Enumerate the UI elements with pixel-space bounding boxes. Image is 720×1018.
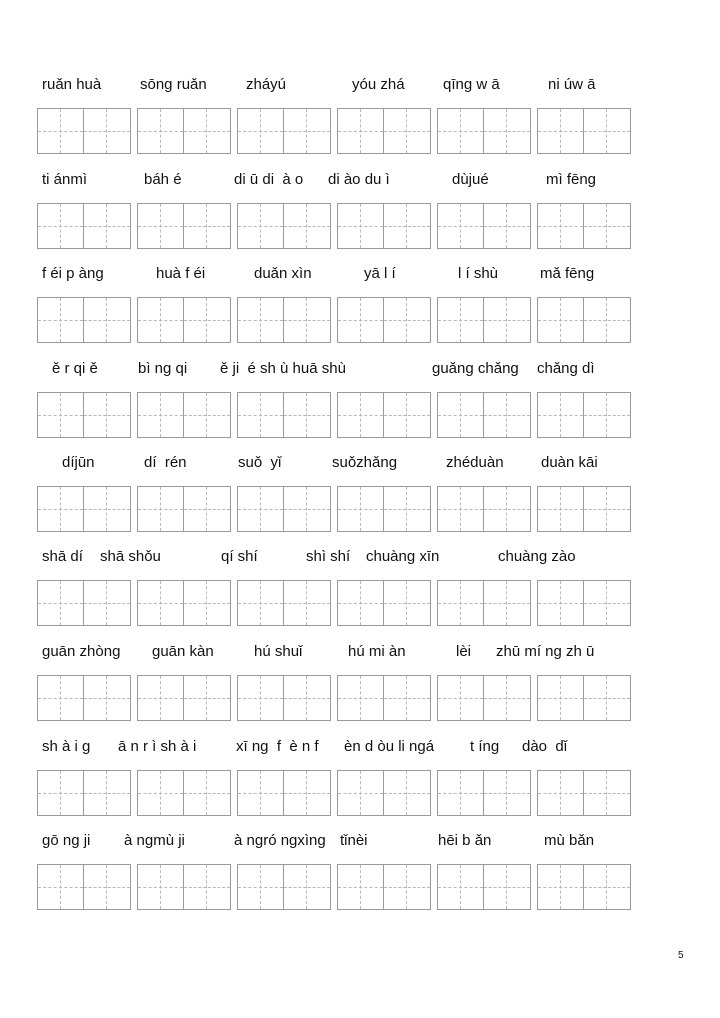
- writing-grid-pair[interactable]: [237, 297, 331, 343]
- writing-grid-pair[interactable]: [137, 864, 231, 910]
- pinyin-label: yā l í: [364, 265, 396, 282]
- pinyin-label: sh à i g: [42, 738, 91, 755]
- pinyin-label: guān kàn: [152, 643, 214, 660]
- writing-grid-pair[interactable]: [37, 203, 131, 249]
- pinyin-label: duǎn xìn: [254, 265, 312, 282]
- character-cell[interactable]: [184, 865, 230, 909]
- character-cell[interactable]: [138, 581, 184, 625]
- character-cell[interactable]: [584, 771, 630, 815]
- pinyin-label: ruǎn huà: [42, 76, 102, 93]
- character-cell[interactable]: [384, 298, 430, 342]
- character-cell[interactable]: [238, 109, 284, 153]
- character-cell[interactable]: [538, 865, 584, 909]
- pinyin-label: bì ng qi: [138, 360, 188, 377]
- writing-grid-pair[interactable]: [237, 486, 331, 532]
- character-cell[interactable]: [384, 109, 430, 153]
- character-cell[interactable]: [338, 487, 384, 531]
- writing-grid-pair[interactable]: [137, 580, 231, 626]
- character-cell[interactable]: [438, 109, 484, 153]
- character-cell[interactable]: [484, 676, 530, 720]
- character-cell[interactable]: [184, 676, 230, 720]
- writing-box-row: [37, 486, 635, 532]
- character-cell[interactable]: [184, 771, 230, 815]
- character-cell[interactable]: [484, 581, 530, 625]
- pinyin-label: ě ji é sh ù huā shù: [220, 360, 346, 377]
- writing-box-row: [37, 203, 635, 249]
- character-cell[interactable]: [538, 298, 584, 342]
- writing-grid-pair[interactable]: [237, 203, 331, 249]
- writing-grid-pair[interactable]: [137, 675, 231, 721]
- character-cell[interactable]: [538, 109, 584, 153]
- pinyin-label: mì fēng: [546, 171, 597, 188]
- character-cell[interactable]: [238, 771, 284, 815]
- character-cell[interactable]: [184, 204, 230, 248]
- character-cell[interactable]: [538, 204, 584, 248]
- pinyin-label: f éi p àng: [42, 265, 104, 282]
- writing-box-row: [37, 675, 635, 721]
- character-cell[interactable]: [238, 581, 284, 625]
- character-cell[interactable]: [438, 676, 484, 720]
- writing-box-row: [37, 392, 635, 438]
- character-cell[interactable]: [484, 204, 530, 248]
- writing-grid-pair[interactable]: [537, 392, 631, 438]
- writing-grid-pair[interactable]: [337, 108, 431, 154]
- character-cell[interactable]: [84, 393, 130, 437]
- character-cell[interactable]: [384, 865, 430, 909]
- pinyin-label: mǎ fēng: [540, 265, 595, 282]
- writing-grid-pair[interactable]: [37, 580, 131, 626]
- character-cell[interactable]: [438, 865, 484, 909]
- character-cell[interactable]: [438, 204, 484, 248]
- character-cell[interactable]: [384, 393, 430, 437]
- character-cell[interactable]: [484, 487, 530, 531]
- character-cell[interactable]: [84, 771, 130, 815]
- pinyin-label: ě r qi ě: [52, 360, 98, 377]
- pinyin-label: chǎng dì: [537, 360, 595, 377]
- writing-grid-pair[interactable]: [537, 580, 631, 626]
- writing-grid-pair[interactable]: [137, 203, 231, 249]
- writing-grid-pair[interactable]: [537, 864, 631, 910]
- pinyin-label: shì shí: [306, 548, 351, 565]
- character-cell[interactable]: [184, 109, 230, 153]
- pinyin-label: dí rén: [144, 454, 187, 471]
- character-cell[interactable]: [338, 865, 384, 909]
- character-cell[interactable]: [584, 581, 630, 625]
- character-cell[interactable]: [284, 487, 330, 531]
- character-cell[interactable]: [138, 865, 184, 909]
- character-cell[interactable]: [384, 771, 430, 815]
- character-cell[interactable]: [538, 393, 584, 437]
- character-cell[interactable]: [38, 204, 84, 248]
- character-cell[interactable]: [38, 109, 84, 153]
- pinyin-label: ti ánmì: [42, 171, 88, 188]
- writing-box-row: [37, 580, 635, 626]
- writing-grid-pair[interactable]: [37, 864, 131, 910]
- character-cell[interactable]: [584, 204, 630, 248]
- character-cell[interactable]: [284, 109, 330, 153]
- writing-grid-pair[interactable]: [337, 392, 431, 438]
- character-cell[interactable]: [284, 204, 330, 248]
- writing-grid-pair[interactable]: [237, 580, 331, 626]
- pinyin-label: zhū mí ng zh ū: [496, 643, 595, 660]
- pinyin-label: guān zhòng: [42, 643, 121, 660]
- pinyin-label: qí shí: [221, 548, 258, 565]
- character-cell[interactable]: [84, 676, 130, 720]
- pinyin-label: dùjué: [452, 171, 489, 188]
- character-cell[interactable]: [284, 676, 330, 720]
- pinyin-label: l í shù: [458, 265, 499, 282]
- character-cell[interactable]: [384, 204, 430, 248]
- character-cell[interactable]: [438, 393, 484, 437]
- character-cell[interactable]: [138, 393, 184, 437]
- character-cell[interactable]: [484, 298, 530, 342]
- character-cell[interactable]: [184, 393, 230, 437]
- character-cell[interactable]: [138, 771, 184, 815]
- character-cell[interactable]: [538, 581, 584, 625]
- pinyin-label: à ngmù ji: [124, 832, 185, 849]
- writing-grid-pair[interactable]: [37, 486, 131, 532]
- character-cell[interactable]: [38, 487, 84, 531]
- writing-grid-pair[interactable]: [237, 108, 331, 154]
- character-cell[interactable]: [338, 393, 384, 437]
- pinyin-label: guǎng chǎng: [432, 360, 519, 377]
- writing-grid-pair[interactable]: [337, 675, 431, 721]
- character-cell[interactable]: [484, 109, 530, 153]
- pinyin-label: zháyú: [246, 76, 287, 93]
- character-cell[interactable]: [338, 204, 384, 248]
- writing-box-row: [37, 864, 635, 910]
- pinyin-label: suǒ yǐ: [238, 454, 282, 471]
- writing-grid-pair[interactable]: [37, 297, 131, 343]
- character-cell[interactable]: [338, 109, 384, 153]
- character-cell[interactable]: [284, 771, 330, 815]
- writing-grid-pair[interactable]: [437, 675, 531, 721]
- pinyin-label: shā shǒu: [100, 548, 161, 565]
- writing-grid-pair[interactable]: [537, 486, 631, 532]
- character-cell[interactable]: [484, 393, 530, 437]
- writing-grid-pair[interactable]: [137, 108, 231, 154]
- pinyin-label: sōng ruǎn: [140, 76, 207, 93]
- writing-box-row: [37, 297, 635, 343]
- writing-box-row: [37, 108, 635, 154]
- character-cell[interactable]: [238, 204, 284, 248]
- pinyin-label: hēi b ǎn: [438, 832, 492, 849]
- character-cell[interactable]: [84, 581, 130, 625]
- character-cell[interactable]: [38, 581, 84, 625]
- character-cell[interactable]: [284, 298, 330, 342]
- character-cell[interactable]: [238, 298, 284, 342]
- character-cell[interactable]: [238, 393, 284, 437]
- pinyin-label: di ào du ì: [328, 171, 390, 188]
- character-cell[interactable]: [38, 393, 84, 437]
- writing-grid-pair[interactable]: [37, 770, 131, 816]
- page-number: 5: [678, 950, 684, 961]
- character-cell[interactable]: [184, 298, 230, 342]
- character-cell[interactable]: [84, 865, 130, 909]
- character-cell[interactable]: [338, 581, 384, 625]
- writing-grid-pair[interactable]: [337, 770, 431, 816]
- character-cell[interactable]: [384, 676, 430, 720]
- pinyin-label: lèi: [456, 643, 472, 660]
- writing-grid-pair[interactable]: [137, 297, 231, 343]
- pinyin-label: à ngró ngxìng: [234, 832, 326, 849]
- character-cell[interactable]: [584, 676, 630, 720]
- character-cell[interactable]: [138, 204, 184, 248]
- pinyin-label: hú shuǐ: [254, 643, 303, 660]
- character-cell[interactable]: [238, 487, 284, 531]
- writing-grid-pair[interactable]: [237, 770, 331, 816]
- pinyin-label: di ū di à o: [234, 171, 304, 188]
- writing-grid-pair[interactable]: [437, 770, 531, 816]
- writing-box-row: [37, 770, 635, 816]
- writing-grid-pair[interactable]: [337, 580, 431, 626]
- character-cell[interactable]: [284, 581, 330, 625]
- pinyin-label: mù bǎn: [544, 832, 595, 849]
- character-cell[interactable]: [584, 393, 630, 437]
- character-cell[interactable]: [538, 487, 584, 531]
- writing-grid-pair[interactable]: [37, 675, 131, 721]
- character-cell[interactable]: [438, 581, 484, 625]
- character-cell[interactable]: [84, 204, 130, 248]
- writing-grid-pair[interactable]: [137, 392, 231, 438]
- writing-grid-pair[interactable]: [237, 864, 331, 910]
- writing-grid-pair[interactable]: [437, 203, 531, 249]
- writing-grid-pair[interactable]: [437, 486, 531, 532]
- character-cell[interactable]: [338, 771, 384, 815]
- character-cell[interactable]: [584, 109, 630, 153]
- pinyin-label: dào dǐ: [522, 738, 568, 755]
- pinyin-label: huà f éi: [156, 265, 206, 282]
- character-cell[interactable]: [184, 581, 230, 625]
- character-cell[interactable]: [438, 487, 484, 531]
- writing-grid-pair[interactable]: [37, 108, 131, 154]
- character-cell[interactable]: [538, 771, 584, 815]
- writing-grid-pair[interactable]: [437, 108, 531, 154]
- character-cell[interactable]: [84, 298, 130, 342]
- character-cell[interactable]: [38, 771, 84, 815]
- pinyin-label: zhéduàn: [446, 454, 504, 471]
- pinyin-label: ni úw ā: [548, 76, 596, 93]
- character-cell[interactable]: [38, 676, 84, 720]
- character-cell[interactable]: [138, 109, 184, 153]
- character-cell[interactable]: [38, 298, 84, 342]
- writing-grid-pair[interactable]: [537, 675, 631, 721]
- pinyin-label: chuàng zào: [498, 548, 576, 565]
- pinyin-label: báh é: [144, 171, 182, 188]
- character-cell[interactable]: [138, 676, 184, 720]
- character-cell[interactable]: [184, 487, 230, 531]
- pinyin-label: tǐnèi: [340, 832, 368, 849]
- character-cell[interactable]: [538, 676, 584, 720]
- character-cell[interactable]: [238, 865, 284, 909]
- pinyin-label: yóu zhá: [352, 76, 405, 93]
- character-cell[interactable]: [584, 865, 630, 909]
- character-cell[interactable]: [338, 676, 384, 720]
- writing-grid-pair[interactable]: [337, 297, 431, 343]
- writing-grid-pair[interactable]: [337, 203, 431, 249]
- character-cell[interactable]: [484, 771, 530, 815]
- character-cell[interactable]: [338, 298, 384, 342]
- character-cell[interactable]: [384, 581, 430, 625]
- character-cell[interactable]: [84, 109, 130, 153]
- writing-grid-pair[interactable]: [237, 675, 331, 721]
- pinyin-label: díjūn: [62, 454, 95, 471]
- writing-grid-pair[interactable]: [437, 864, 531, 910]
- writing-grid-pair[interactable]: [437, 392, 531, 438]
- pinyin-label: hú mi àn: [348, 643, 406, 660]
- writing-grid-pair[interactable]: [37, 392, 131, 438]
- pinyin-label: suǒzhǎng: [332, 454, 398, 471]
- character-cell[interactable]: [138, 298, 184, 342]
- pinyin-label: èn d òu li ngá: [344, 738, 435, 755]
- writing-grid-pair[interactable]: [537, 108, 631, 154]
- character-cell[interactable]: [38, 865, 84, 909]
- writing-grid-pair[interactable]: [437, 297, 531, 343]
- pinyin-label: xī ng f è n f: [236, 738, 319, 755]
- character-cell[interactable]: [238, 676, 284, 720]
- character-cell[interactable]: [84, 487, 130, 531]
- pinyin-label: ā n r ì sh à i: [118, 738, 197, 755]
- character-cell[interactable]: [584, 298, 630, 342]
- writing-grid-pair[interactable]: [537, 770, 631, 816]
- pinyin-label: chuàng xīn: [366, 548, 440, 565]
- pinyin-label: gō ng ji: [42, 832, 91, 849]
- character-cell[interactable]: [484, 865, 530, 909]
- writing-grid-pair[interactable]: [237, 392, 331, 438]
- writing-grid-pair[interactable]: [337, 486, 431, 532]
- character-cell[interactable]: [284, 865, 330, 909]
- character-cell[interactable]: [438, 771, 484, 815]
- character-cell[interactable]: [438, 298, 484, 342]
- writing-grid-pair[interactable]: [437, 580, 531, 626]
- writing-grid-pair[interactable]: [137, 486, 231, 532]
- writing-grid-pair[interactable]: [137, 770, 231, 816]
- pinyin-label: t íng: [470, 738, 500, 755]
- writing-grid-pair[interactable]: [537, 203, 631, 249]
- writing-grid-pair[interactable]: [537, 297, 631, 343]
- pinyin-label: duàn kāi: [541, 454, 598, 471]
- pinyin-label: qīng w ā: [443, 76, 500, 93]
- character-cell[interactable]: [384, 487, 430, 531]
- character-cell[interactable]: [584, 487, 630, 531]
- pinyin-label: shā dí: [42, 548, 83, 565]
- character-cell[interactable]: [138, 487, 184, 531]
- character-cell[interactable]: [284, 393, 330, 437]
- writing-grid-pair[interactable]: [337, 864, 431, 910]
